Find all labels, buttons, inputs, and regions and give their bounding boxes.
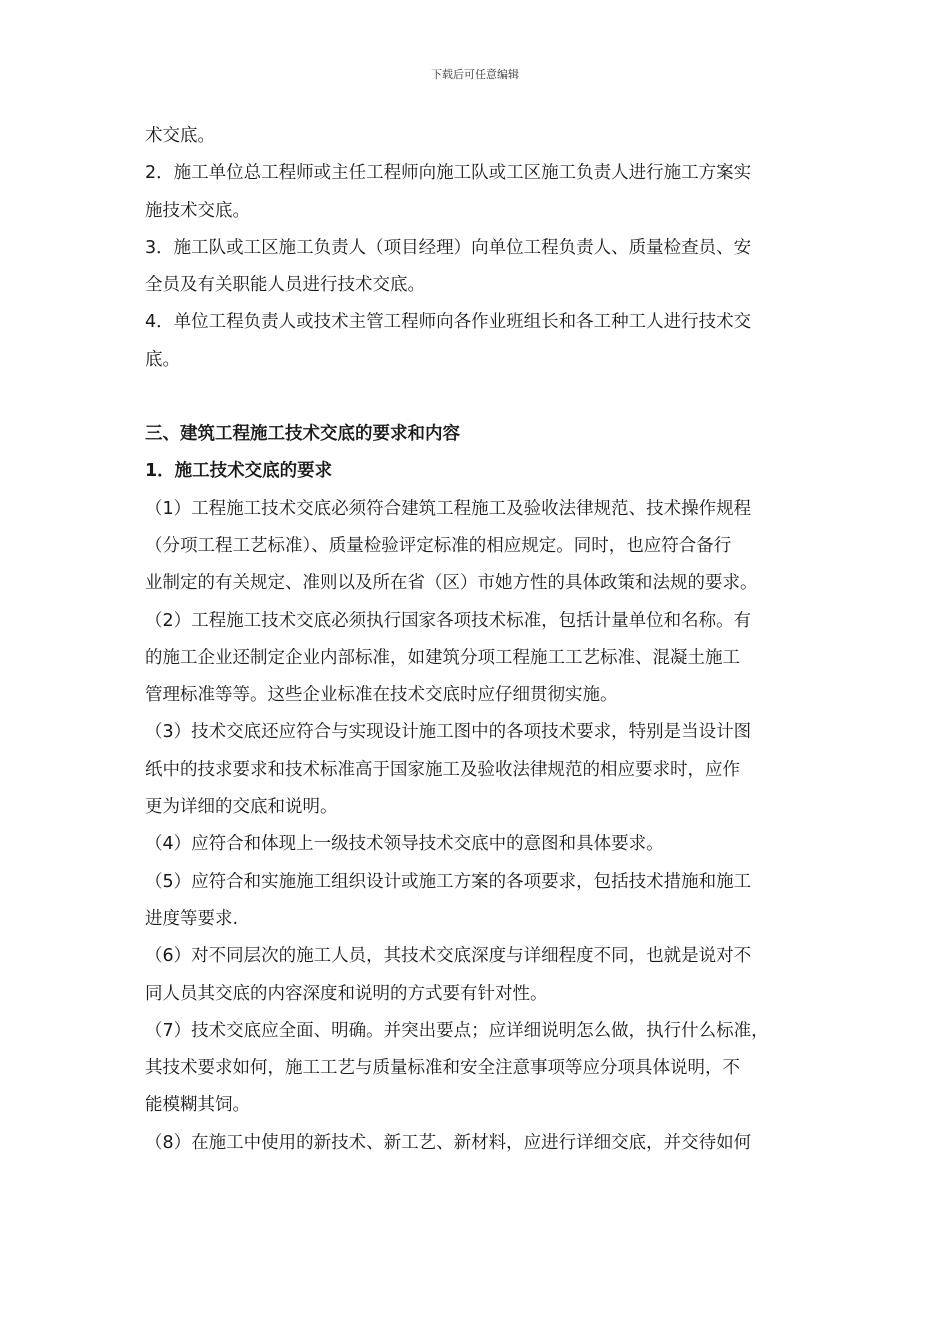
paragraph-line: 4．单位工程负责人或技术主管工程师向各作业班组长和各工种工人进行技术交 bbox=[145, 312, 752, 333]
paragraph-line: （3）技术交底还应符合与实现设计施工图中的各项技术要求，特别是当设计图 bbox=[145, 722, 752, 743]
paragraph-line: （1）工程施工技术交底必须符合建筑工程施工及验收法律规范、技术操作规程 bbox=[145, 498, 752, 519]
paragraph-line: 底。 bbox=[145, 349, 180, 370]
paragraph-line: 术交底。 bbox=[145, 126, 215, 146]
paragraph-line: 更为详细的交底和说明。 bbox=[145, 797, 338, 818]
page-header: 下载后可任意编辑 bbox=[431, 68, 519, 81]
paragraph-line: 的施工企业还制定企业内部标准，如建筑分项工程施工工艺标准、混凝土施工 bbox=[145, 647, 740, 668]
paragraph-line: 进度等要求. bbox=[145, 908, 239, 929]
paragraph-line: 纸中的技求要求和技术标准高于国家施工及验收法律规范的相应要求时，应作 bbox=[145, 759, 740, 780]
paragraph-line: 全员及有关职能人员进行技术交底。 bbox=[145, 275, 425, 296]
section-heading: 三、建筑工程施工技术交底的要求和内容 bbox=[145, 424, 460, 445]
paragraph-line: （6）对不同层次的施工人员，其技术交底深度与详细程度不同，也就是说对不 bbox=[145, 946, 752, 967]
paragraph-line: 管理标准等等。这些企业标准在技术交底时应仔细贯彻实施。 bbox=[145, 685, 618, 706]
paragraph-line: （8）在施工中使用的新技术、新工艺、新材料，应进行详细交底，并交待如何 bbox=[145, 1132, 752, 1153]
paragraph-line: （2）工程施工技术交底必须执行国家各项技术标准，包括计量单位和名称。有 bbox=[145, 610, 752, 631]
paragraph-line: （分项工程工艺标准）、质量检验评定标准的相应规定。同时，也应符合备行 bbox=[145, 535, 732, 556]
paragraph-line: 业制定的有关规定、准则以及所在省（区）市她方性的具体政策和法规的要求。 bbox=[145, 573, 758, 594]
paragraph-line: 3．施工队或工区施工负责人（项目经理）向单位工程负责人、质量检查员、安 bbox=[145, 237, 752, 258]
paragraph-line: 其技术要求如何，施工工艺与质量标准和安全注意事项等应分项具体说明，不 bbox=[145, 1058, 740, 1079]
document-body bbox=[145, 118, 825, 1162]
paragraph-line: （4）应符合和体现上一级技术领导技术交底中的意图和具体要求。 bbox=[145, 834, 664, 855]
paragraph-line: 同人员其交底的内容深度和说明的方式要有针对性。 bbox=[145, 983, 548, 1004]
paragraph-line: 2．施工单位总工程师或主任工程师向施工队或工区施工负责人进行施工方案实 bbox=[145, 163, 752, 184]
paragraph-line: （7）技术交底应全面、明确。并突出要点；应详细说明怎么做，执行什么标准， bbox=[145, 1020, 769, 1041]
paragraph-line: 施技术交底。 bbox=[145, 200, 250, 221]
section-spacer bbox=[145, 379, 825, 416]
paragraph-line: 能模糊其饲。 bbox=[145, 1095, 250, 1116]
paragraph-line: （5）应符合和实施施工组织设计或施工方案的各项要求，包括技术措施和施工 bbox=[145, 871, 752, 892]
subsection-heading: 1．施工技术交底的要求 bbox=[145, 461, 333, 482]
